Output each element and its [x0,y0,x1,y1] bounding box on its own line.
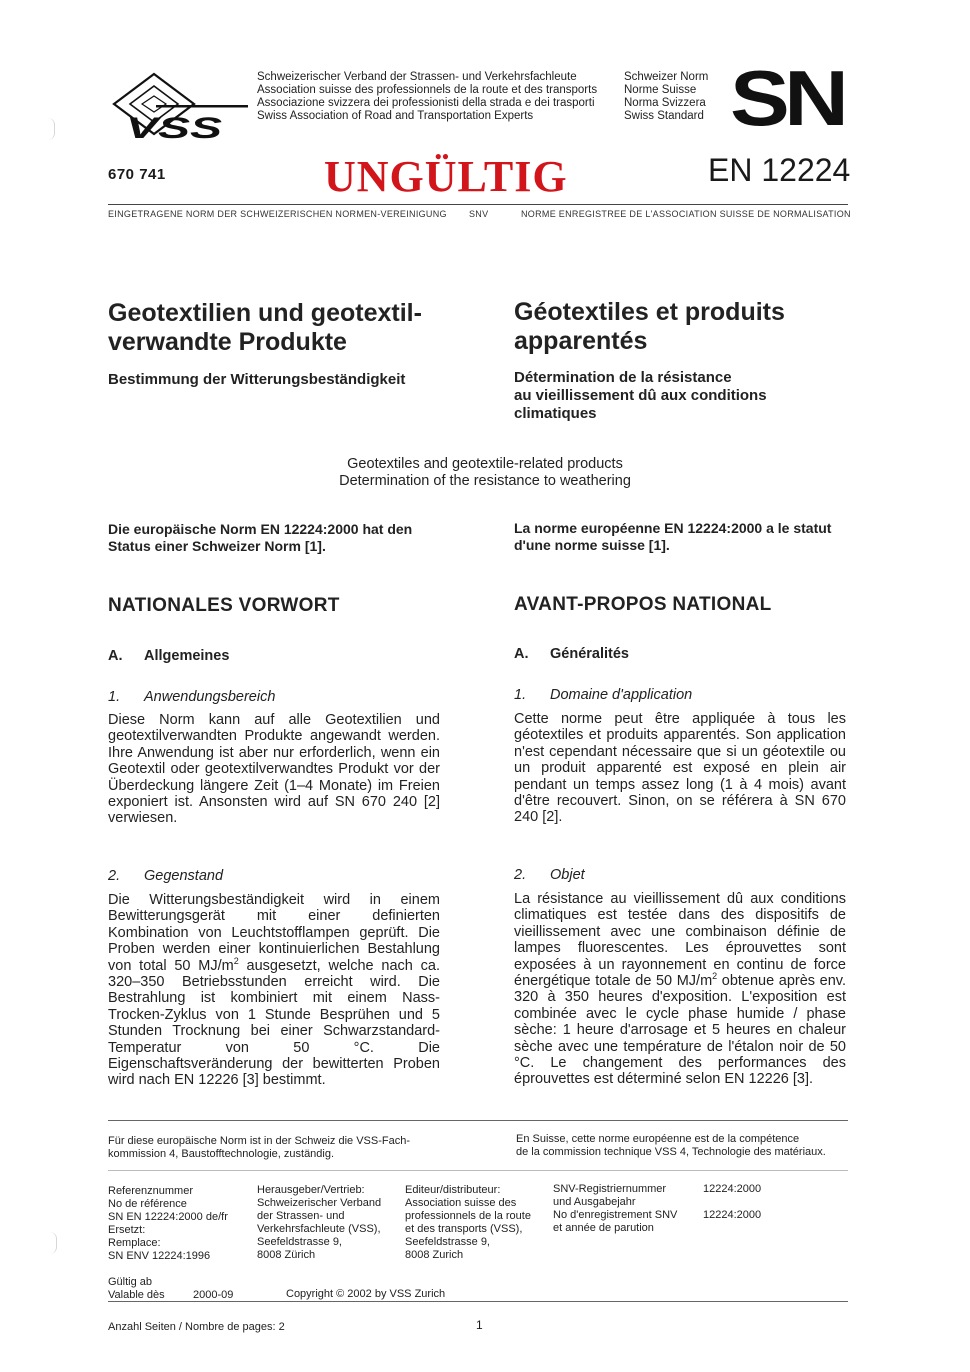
header-divider [108,204,848,205]
scan-artifact [48,118,55,140]
item2-title-fr: Objet [550,867,585,883]
invalid-stamp: UNGÜLTIG [324,152,568,201]
registry-text-de: EINGETRAGENE NORM DER SCHWEIZERISCHEN NORMEN-VEREINIGUNG [108,209,447,219]
status-de-line-2: Status einer Schweizer Norm [1]. [108,538,326,554]
footer-divider-bottom [108,1301,848,1302]
publisher-de-line-4: Verkehrsfachleute (VSS), [257,1223,381,1235]
snv-registration-value-fr: 12224:2000 [703,1209,762,1221]
responsibility-de-line-1: Für diese europäische Norm ist in der Schweiz die VSS-Fach- [108,1135,411,1147]
reference-label-de: Referenznummer [108,1185,193,1197]
reference-number: SN EN 12224:2000 de/fr [108,1211,228,1223]
item1-title-de: Anwendungsbereich [144,689,276,705]
item1-number-de: 1. [108,689,121,705]
snv-registration-block [553,1183,677,1235]
status-fr [514,520,831,554]
item1-heading-fr [514,687,692,703]
association-name-de: Schweizerischer Verband der Strassen- und Verkehrsfachleute [257,71,577,83]
snv-registration-value-de: 12224:2000 [703,1183,762,1195]
publisher-fr-block [405,1184,531,1262]
item2-text-de [108,892,440,1089]
replaces-label-fr: Remplace: [108,1237,161,1249]
association-name-it: Associazione svizzera dei professionisti della strada e dei trasporti [257,97,595,109]
subheading-de-letter: A. [108,648,123,664]
item2-title-de: Gegenstand [144,868,224,884]
subtitle-de: Bestimmung der Witterungsbeständigkeit [108,371,406,388]
page-number: 1 [476,1318,483,1332]
subtitle-fr [514,369,767,423]
subtitle-fr-line-2: au vieillissement dû aux conditions [514,387,767,404]
publisher-fr-line-4: et des transports (VSS), [405,1223,523,1235]
publisher-de-block [257,1184,381,1262]
subheading-de-title: Allgemeines [144,648,230,664]
snv-label-line-2: und Ausgabejahr [553,1196,636,1208]
registry-text-fr: NORME ENREGISTREE DE L'ASSOCIATION SUISSE DE NORMALISATION [521,209,851,219]
footer-divider-top [108,1120,848,1121]
document-number: 670 741 [108,166,166,183]
snv-label-line-4: et année de parution [553,1222,654,1234]
item1-number-fr: 1. [514,687,527,703]
responsibility-de-line-2: kommission 4, Baustofftechnologie, zuständig. [108,1148,335,1160]
copyright-notice: Copyright © 2002 by VSS Zurich [286,1288,446,1300]
status-de [108,521,412,555]
title-en-line-1: Geotextiles and geotextile-related products [347,456,623,472]
standard-label-fr: Norme Suisse [624,84,697,96]
publisher-de-line-3: der Strassen- und [257,1210,345,1222]
title-fr-line-2: apparentés [514,327,648,355]
svg-text:VSS: VSS [126,112,222,142]
responsibility-de [108,1135,410,1161]
title-de-line-1: Geotextilien und geotextil- [108,299,422,327]
publisher-fr-line-5: Seefeldstrasse 9, [405,1236,490,1248]
vss-logo-graphic [104,72,250,142]
item2-text-fr-part-1: La résistance au vieillissement dû aux conditions climatiques est testée dans des dispositifs de vieillissement avec une combinaison définie de lampes fluorescentes. Les éprouvettes sont exposées à un rayonnement en continu de force énergétique totale de 50 MJ/m [514,891,846,990]
publisher-fr-line-6: 8008 Zurich [405,1249,464,1261]
responsibility-fr-line-1: En Suisse, cette norme européenne est de la compétence [516,1133,800,1145]
section-heading-fr: AVANT-PROPOS NATIONAL [514,594,772,615]
snv-label-line-3: No d'enregistrement SNV [553,1209,678,1221]
publisher-de-line-1: Herausgeber/Vertrieb: [257,1184,365,1196]
title-fr-line-1: Géotextiles et produits [514,298,785,326]
valid-from-label-de: Gültig ab [108,1276,153,1288]
item2-heading-de [108,868,223,884]
association-name-en: Swiss Association of Road and Transportation Experts [257,110,534,122]
en-standard-number: EN 12224 [708,152,851,188]
replaced-standard: SN ENV 12224:1996 [108,1250,211,1262]
valid-from-labels [108,1276,165,1302]
subheading-de [108,648,229,664]
title-de [108,299,422,357]
responsibility-fr-line-2: de la commission technique VSS 4, Technologie des matériaux. [516,1146,826,1158]
subheading-fr-title: Généralités [550,646,629,662]
status-fr-line-2: d'une norme suisse [1]. [514,537,670,553]
responsibility-fr [516,1133,826,1159]
vss-logo [104,72,250,142]
publisher-de-line-6: 8008 Zürich [257,1249,316,1261]
association-name-fr: Association suisse des professionnels de la route et des transports [257,84,598,96]
snv-label-line-1: SNV-Registriernummer [553,1183,667,1195]
status-fr-line-1: La norme européenne EN 12224:2000 a le statut [514,520,832,536]
title-en-line-2: Determination of the resistance to weathering [339,473,631,489]
standard-label-en: Swiss Standard [624,110,704,122]
item1-heading-de [108,689,275,705]
item2-text-de-superscript: 2 [233,955,239,966]
item1-title-fr: Domaine d'application [550,687,693,703]
item2-text-fr [514,891,846,1088]
publisher-fr-line-3: professionnels de la route [405,1210,531,1222]
item2-text-fr-superscript: 2 [712,971,718,982]
item2-number-fr: 2. [514,867,527,883]
subtitle-fr-line-3: climatiques [514,405,597,422]
item2-text-de-part-2: ausgesetzt, welche nach ca. 320–350 Betriebsstunden erreicht wird. Die Bestrahlung ist kombiniert mit einem Nass-Trocken-Zyklus von 1 Stunde Besprühen und 5 Stunden Trocknung bei einer Schwarzstandard-Temperatur von 50 °C. Die Eigenschaftsveränderung der bewitterten Proben wird nach EN 12226 [3] bestimmt. [108,957,440,1089]
item2-number-de: 2. [108,868,121,884]
status-de-line-1: Die europäische Norm EN 12224:2000 hat den [108,521,413,537]
valid-from-date: 2000-09 [193,1289,234,1301]
title-fr [514,298,785,356]
item2-text-fr-part-2: obtenue après env. 320 à 350 heures d'exposition. L'exposition est combinée avec le cycle phase humide / phase sèche: 1 heure d'arrosage et 5 heures en chaleur sèche avec une température de l'étalon noir de 50 °C. Le changement des performances des éprouvettes est déterminé selon EN 12226 [3]. [514,973,846,1088]
sn-logo: SN [730,54,844,142]
publisher-de-line-5: Seefeldstrasse 9, [257,1236,342,1248]
item2-text-de-part-1: Die Witterungsbeständigkeit wird in einem Bewitterungsgerät mit einer definierten Kombination von Leuchtstofflampen geprüft. Die Proben werden einer kontinuierlichen Bestahlung von total 50 MJ/m [108,892,440,974]
reference-label-fr: No de référence [108,1198,187,1210]
item2-heading-fr [514,867,585,883]
title-de-line-2: verwandte Produkte [108,328,347,356]
standard-label-de: Schweizer Norm [624,71,709,83]
publisher-fr-line-2: Association suisse des [405,1197,517,1209]
section-heading-de: NATIONALES VORWORT [108,595,340,616]
page-count: Anzahl Seiten / Nombre de pages: 2 [108,1321,285,1333]
publisher-de-line-2: Schweizerischer Verband [257,1197,382,1209]
subtitle-fr-line-1: Détermination de la résistance [514,369,732,386]
registry-text-snv: SNV [469,209,489,219]
item1-text-de: Diese Norm kann auf alle Geotextilien und geotextilverwandten Produkte angewandt werden. Ihre Anwendung ist aber nur erforderlich, wenn ein Geotextil oder geotextilverwandtes Produkt vor der Überdeckung längere Zeit (1–4 Monate) im Freien exponiert ist. Ansonsten wird auf SN 670 240 [2] verwiesen. [108,712,440,827]
replaces-label-de: Ersetzt: [108,1224,146,1236]
subheading-fr-letter: A. [514,646,529,662]
scan-artifact [50,1232,57,1254]
reference-block [108,1185,228,1263]
subheading-fr [514,646,629,662]
item1-text-fr: Cette norme peut être appliquée à tous les géotextiles et produits apparentés. Son application n'est cependant nécessaire que si un géotextile ou un produit apparenté est exposé en plein air pendant un temps assez long (1 à 4 mois) avant d'être recouvert. Sinon, on se référera à SN 670 240 [2]. [514,711,846,826]
footer-divider-middle [108,1170,848,1171]
standard-label-it: Norma Svizzera [624,97,706,109]
valid-from-label-fr: Valable dès [108,1289,165,1301]
publisher-fr-line-1: Editeur/distributeur: [405,1184,501,1196]
